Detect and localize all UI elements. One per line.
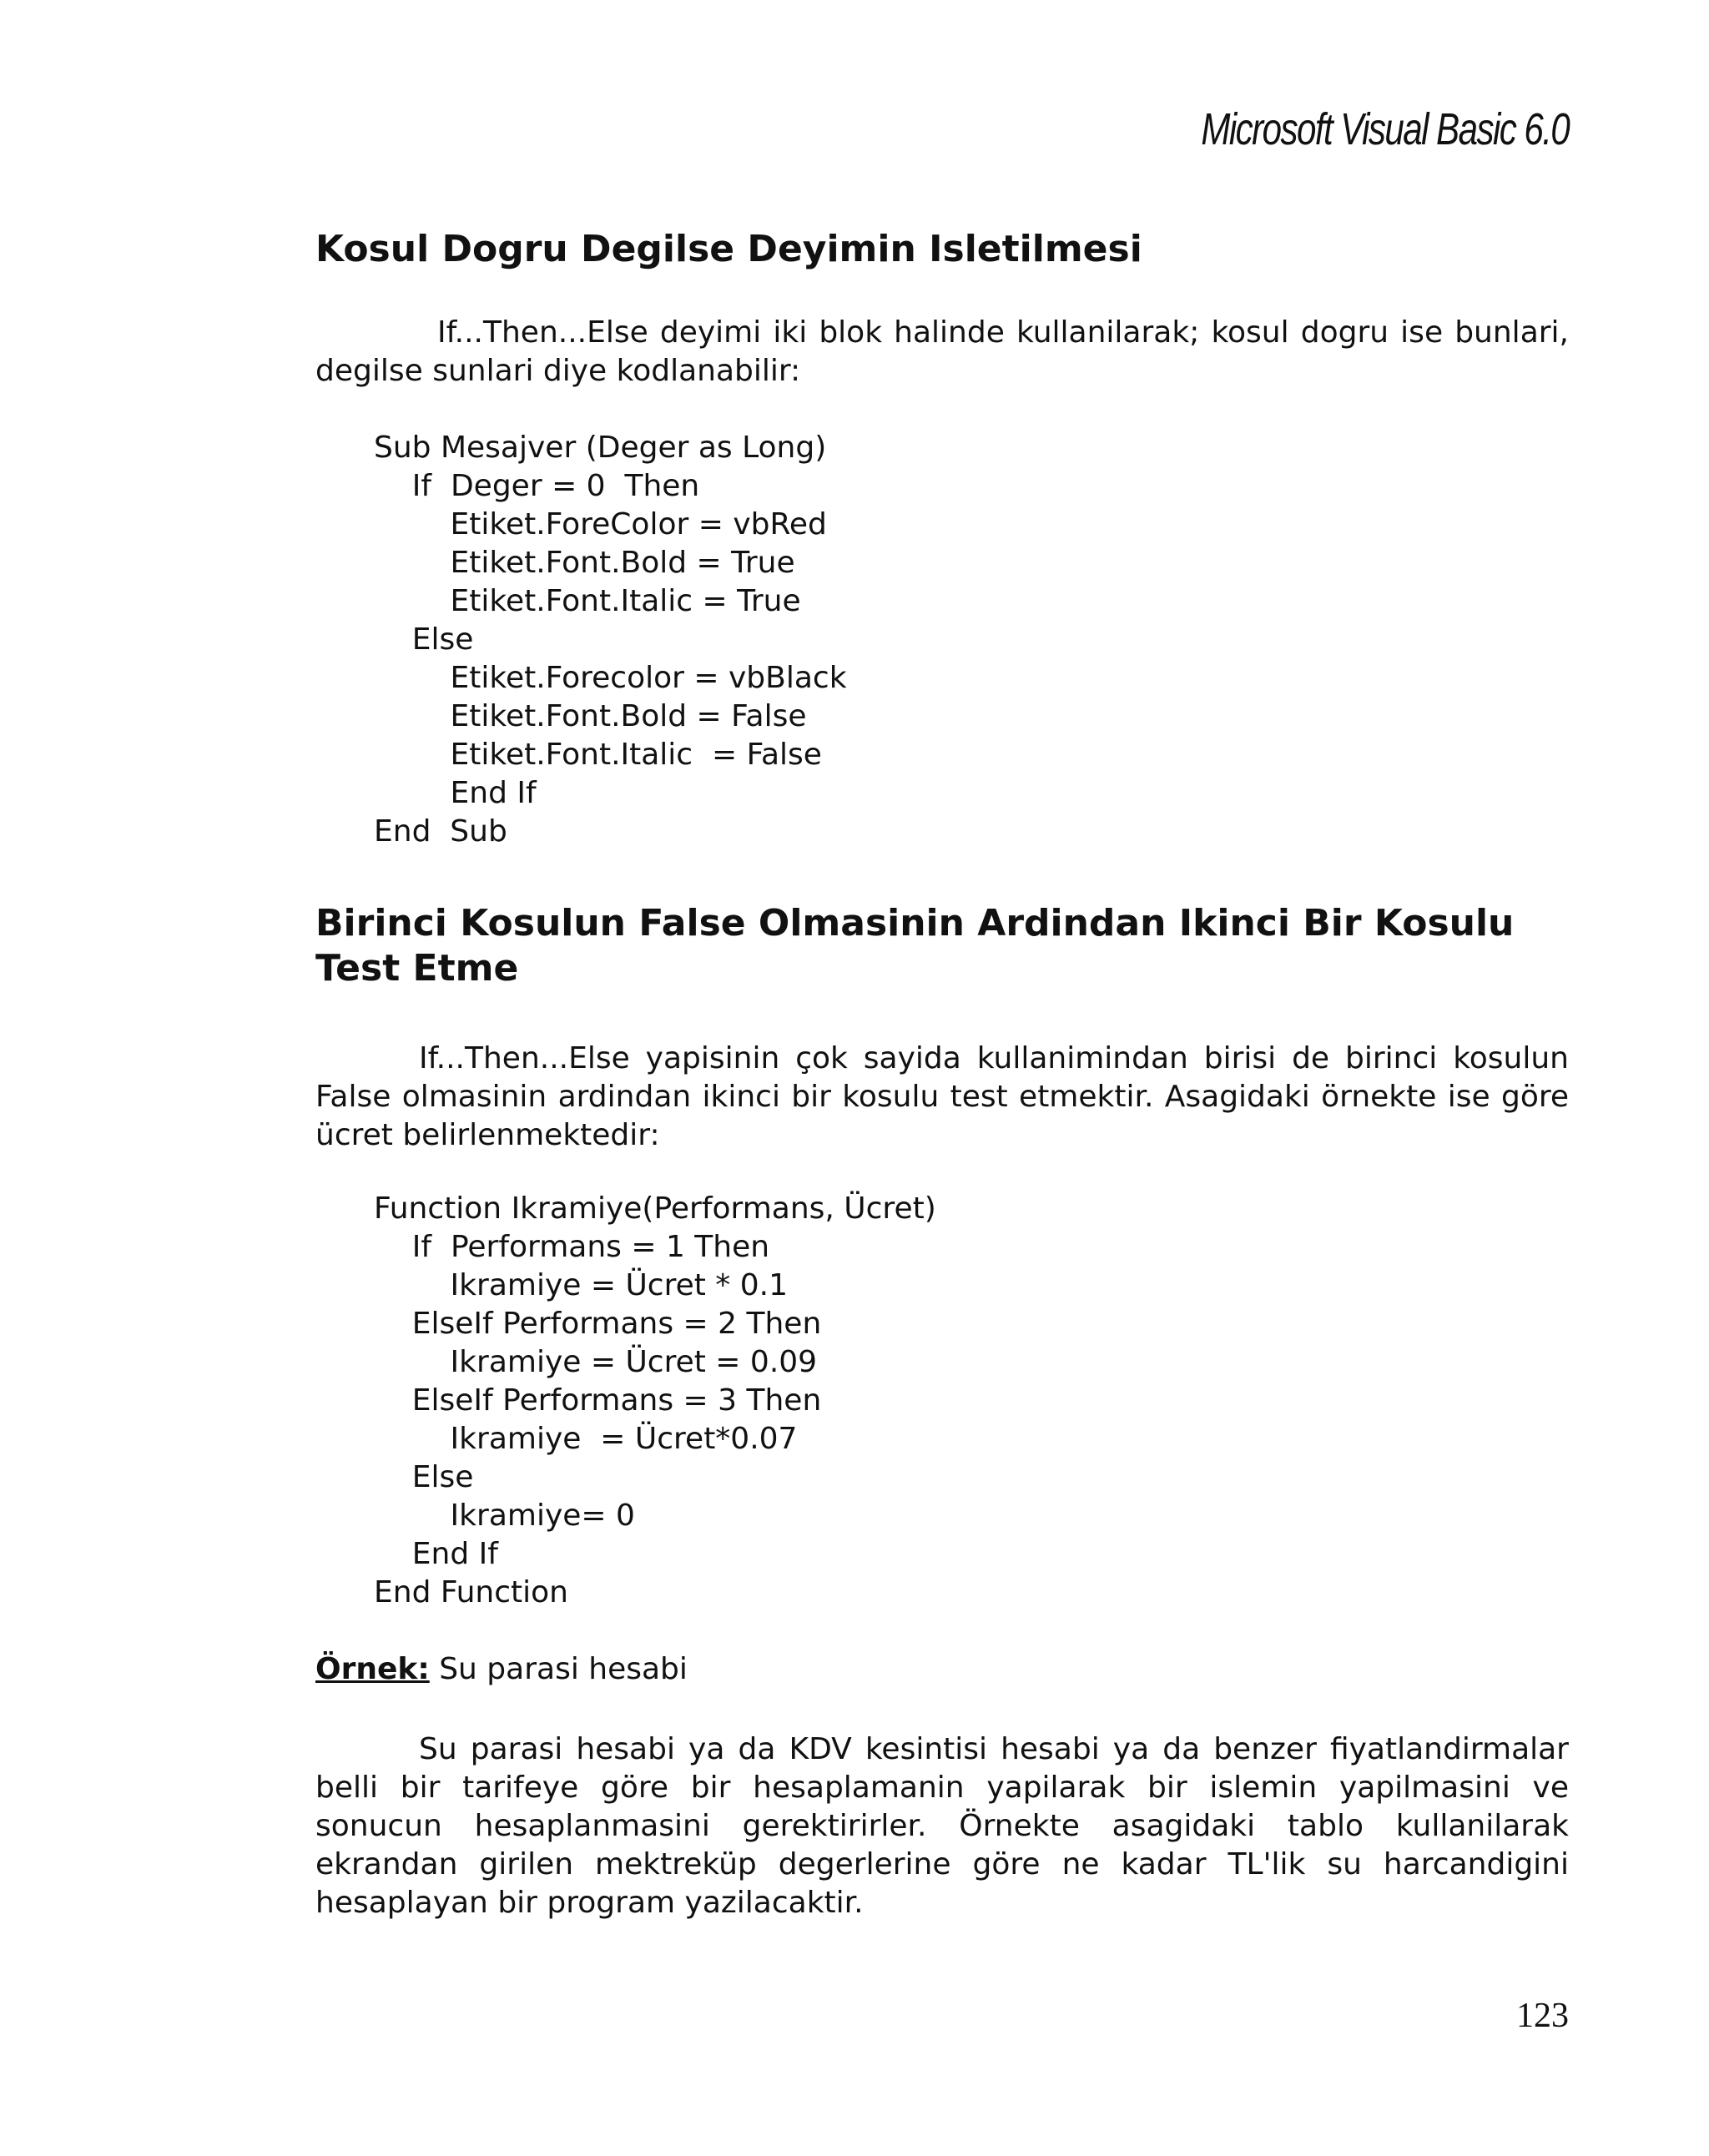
- code-line: ElseIf Performans = 2 Then: [374, 1307, 822, 1341]
- paragraph-text: If...Then...Else deyimi iki blok halinde kullanilarak; kosul dogru ise bunlari, degilse sunlari diye kodlanabilir:: [315, 315, 1569, 388]
- code-line: If Deger = 0 Then: [374, 469, 700, 503]
- example-title-line: [315, 1650, 1569, 1689]
- code-line: Else: [374, 1460, 474, 1494]
- code-line: Ikramiye = Ücret*0.07: [374, 1422, 798, 1456]
- example-title: Su parasi hesabi: [429, 1652, 688, 1686]
- code-line: Sub Mesajver (Deger as Long): [374, 431, 827, 465]
- code-line: End Sub: [374, 814, 507, 849]
- code-line: End If: [374, 1537, 498, 1571]
- code-line: Ikramiye = Ücret = 0.09: [374, 1345, 818, 1379]
- section-heading: Kosul Dogru Degilse Deyimin Isletilmesi: [315, 228, 1142, 270]
- code-line: Etiket.ForeColor = vbRed: [374, 507, 827, 542]
- code-line: ElseIf Performans = 3 Then: [374, 1383, 822, 1418]
- code-line: End Function: [374, 1575, 568, 1609]
- section-paragraph: [315, 314, 1569, 390]
- code-line: Ikramiye = Ücret * 0.1: [374, 1268, 789, 1302]
- code-line: Etiket.Font.Italic = False: [374, 738, 822, 772]
- code-line: Etiket.Font.Bold = True: [374, 546, 795, 580]
- paragraph-text: If...Then...Else yapisinin çok sayida kullanimindan birisi de birinci kosulun False olmasinin ardindan ikinci bir kosulu test etmektir. Asagidaki örnekte ise göre ücret belirlenmektedir:: [315, 1041, 1569, 1152]
- code-line: End If: [374, 776, 537, 810]
- page-number: 123: [1516, 1997, 1569, 2035]
- running-header: Microsoft Visual Basic 6.0: [1201, 104, 1569, 154]
- example-paragraph: [315, 1730, 1569, 1922]
- code-line: If Performans = 1 Then: [374, 1230, 770, 1264]
- code-line: Etiket.Font.Bold = False: [374, 699, 807, 733]
- code-line: Ikramiye= 0: [374, 1499, 635, 1533]
- paragraph-text: Su parasi hesabi ya da KDV kesintisi hesabi ya da benzer fiyatlandirmalar belli bir tarifeye göre bir hesaplamanin yapilarak bir islemin yapilmasini ve sonucun hesaplanmasini gerektirirler. Örnekte asagidaki tablo kullanilarak ekrandan girilen mektreküp degerlerine göre ne kadar TL'lik su harcandigini hesaplayan bir program yazilacaktir.: [315, 1732, 1569, 1920]
- code-block-sub: [374, 429, 847, 851]
- code-line: Else: [374, 622, 474, 657]
- section-paragraph: [315, 1040, 1569, 1155]
- code-line: Etiket.Font.Italic = True: [374, 584, 801, 618]
- code-line: Etiket.Forecolor = vbBlack: [374, 661, 847, 695]
- code-line: Function Ikramiye(Performans, Ücret): [374, 1191, 936, 1226]
- example-label: Örnek:: [315, 1652, 430, 1686]
- section-heading: Birinci Kosulun False Olmasinin Ardindan Ikinci Bir Kosulu Test Etme: [315, 902, 1515, 990]
- code-block-function: [374, 1190, 936, 1612]
